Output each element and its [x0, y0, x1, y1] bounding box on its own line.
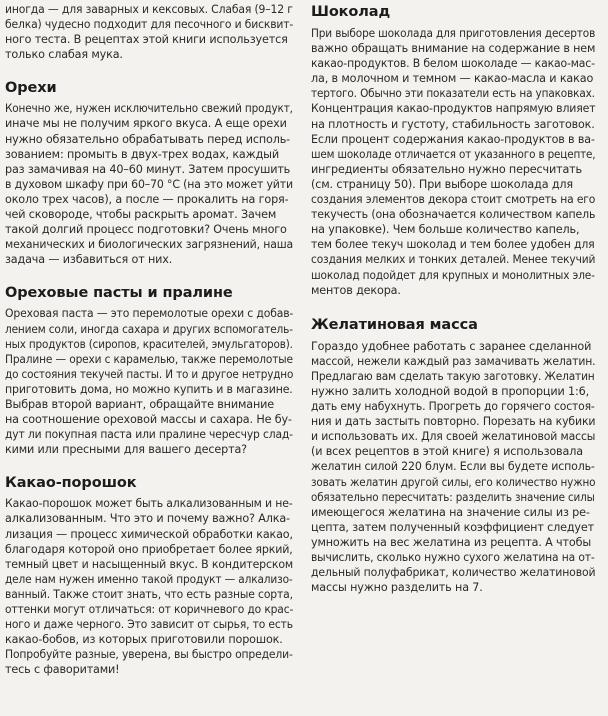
text-line: лением соли, иногда сахара и других вспомогатель- — [5, 322, 293, 336]
section-heading: Орехи — [5, 80, 57, 97]
intro-paragraph — [5, 2, 293, 62]
text-line: такой долгий процесс подготовки? Очень много — [5, 223, 287, 237]
text-line: (см. страницу 50). При выборе шоколада для — [311, 177, 573, 191]
section-paragraph — [5, 306, 293, 457]
text-line: Попробуйте разные, уверена, вы быстро определи- — [5, 648, 293, 662]
section-paragraph — [5, 496, 293, 677]
text-line: Концентрация какао-продуктов напрямую влияет — [311, 102, 596, 116]
text-line: кими или пресными для вашего десерта? — [5, 443, 247, 457]
text-line: обязательно пересчитать: разделить значение силы — [311, 490, 595, 504]
text-line: чей сковороде, чтобы раскрыть аромат. Зачем — [5, 208, 277, 222]
text-line: ла, в молочном и темном — какао-масла и какао — [311, 72, 594, 86]
text-line: нужно залить холодной водой в пропорции 1:6, — [311, 384, 589, 398]
text-line: Если процент содержания какао-продуктов в ва- — [311, 132, 595, 146]
text-line: текучесть (она обозначается количеством капель — [311, 208, 596, 222]
text-line: тертого. Обычно эти показатели есть на упаковках. — [311, 87, 595, 101]
text-line: Какао-порошок может быть алкализованным и не- — [5, 497, 293, 511]
text-line: приготовить дома, но можно купить и в магазине. — [5, 382, 293, 396]
section-paragraph — [311, 339, 595, 596]
text-line: благодаря которой оно приобретает более яркий, — [5, 542, 293, 556]
text-line: ного теста. В рецептах этой книги используется — [5, 33, 288, 47]
text-line: тем более текуч шоколад и тем более удобен для — [311, 238, 595, 252]
section-left-1 — [5, 284, 293, 457]
section-heading: Желатиновая масса — [311, 316, 478, 333]
text-line: раз замачивая на 40–60 минут. Затем просушить — [5, 162, 291, 176]
text-line: массой, нежели каждый раз замачивать желатин. — [311, 354, 596, 368]
section-paragraph — [5, 101, 293, 267]
text-line: оттенки могут отличаться: от коричневого до крас- — [5, 603, 294, 616]
text-line: создания элементов декора стоит смотреть на его — [311, 193, 596, 207]
section-left-0 — [5, 79, 293, 267]
text-line: до состояния текучей пасты. И то и другое нетрудно — [5, 367, 294, 381]
section-heading: Шоколад — [311, 4, 391, 20]
text-line: около трех часов), а после — прокалить на горя- — [5, 192, 289, 206]
text-line: на упаковке). Чем больше количество капель, — [311, 223, 580, 237]
text-line: важно обращать внимание на содержание в нем — [311, 42, 596, 56]
text-line: иначе мы не получим яркого вкуса. А еще орехи — [5, 117, 287, 131]
text-line: имеющегося желатина на значение силы из ре- — [311, 505, 590, 519]
text-line: деле нам нужен именно такой продукт — алкализо- — [5, 572, 293, 586]
text-line: ингредиенты обязательно нужно пересчитать — [311, 162, 582, 176]
text-line: механических и биологических загрязнений, наша — [5, 238, 294, 252]
text-line: При выборе шоколада для приготовления десертов — [311, 27, 596, 40]
text-line: лизация — процесс химической обработки какао, — [5, 527, 293, 541]
text-line: Пралине — орехи с карамелью, также перемолотые — [5, 352, 293, 366]
text-line: желатин силой 220 блум. Если вы будете исполь- — [311, 460, 595, 474]
text-line: иногда — для заварных и кексовых. Слабая (9–12 г — [5, 3, 293, 16]
text-line: только слабая мука. — [5, 48, 123, 62]
left-column — [5, 0, 293, 677]
text-line: какао-продуктов. В белом шоколаде — какао-мас- — [311, 57, 595, 71]
text-line: Гораздо удобнее работать с заранее сделанной — [311, 339, 592, 353]
text-line: вычислить, сколько нужно сухого желатина на от- — [311, 551, 595, 564]
text-line: темный цвет и насыщенный вкус. В кондитерском — [5, 557, 294, 571]
text-line: массы нужно разделить на 7. — [311, 581, 483, 595]
text-line: (и всех рецептов в этой книге) я использовала — [311, 445, 583, 459]
text-line: в духовом шкафу при 60–70 °C (на это может уйти — [5, 177, 293, 191]
text-line: алкализованным. Что это и почему важно? Алка- — [5, 512, 290, 526]
section-right-1 — [311, 316, 595, 596]
text-line: ного и даже черного. Это зависит от сырья, то есть — [5, 618, 293, 632]
text-line: умножить на вес желатина из рецепта. А чтобы — [311, 535, 591, 549]
text-line: ментов декора. — [311, 283, 401, 297]
text-line: зованием: промыть в двух-трех водах, каждый — [5, 147, 279, 161]
text-line: создания мелких и тонких деталей. Менее текучий — [311, 253, 596, 267]
text-line: ных продуктов (сиропов, красителей, эмульгаторов). — [5, 337, 293, 351]
text-line: цепта, затем полученный коэффициент следует — [311, 520, 594, 534]
text-line: и использовать их. Для своей желатиновой массы — [311, 430, 596, 444]
text-line: на плотность и густоту, стабильность заготовок. — [311, 117, 595, 131]
text-line: Ореховая паста — это перемолотые орехи с добав- — [5, 307, 294, 321]
text-line: нужно обязательно обрабатывать перед исполь- — [5, 132, 291, 146]
text-line: шоколад подойдет для крупных и монолитных эле- — [311, 268, 595, 282]
text-line: ванный. Также стоит знать, что есть разные сорта, — [5, 587, 293, 601]
text-line: тесь с фаворитами! — [5, 663, 120, 677]
section-heading: Какао-порошок — [5, 475, 137, 492]
text-line: дут ли покупная паста или пралине чересчур слад- — [5, 428, 293, 442]
text-line: какао-бобов, из которых приготовили порошок. — [5, 633, 283, 647]
text-line: Выбрав второй вариант, обращайте внимание — [5, 397, 274, 411]
section-left-2 — [5, 474, 293, 677]
text-line: шем шоколаде отличается от указанного в рецепте, — [311, 147, 596, 161]
text-line: на соотношение ореховой массы и сахара. Не бу- — [5, 413, 292, 427]
section-paragraph — [311, 26, 595, 298]
text-line: ния и дать застыть повторно. Порезать на кубики — [311, 415, 596, 429]
section-heading: Ореховые пасты и пралине — [5, 285, 233, 302]
section-right-0 — [311, 3, 595, 298]
text-line: белка) чудесно подходит для песочного и бисквит- — [5, 18, 294, 32]
text-line: Конечно же, нужен исключительно свежий продукт, — [5, 102, 293, 116]
text-line: Предлагаю вам сделать такую заготовку. Желатин — [311, 369, 595, 383]
right-column — [311, 0, 595, 595]
text-line: задача — избавиться от них. — [5, 253, 173, 267]
text-line: зовать желатин другой силы, его количество нужно — [311, 475, 596, 489]
text-line: дельный полуфабрикат, количество желатиновой — [311, 566, 596, 580]
text-line: дать ему набухнуть. Прогреть до горячего состоя- — [311, 400, 595, 414]
